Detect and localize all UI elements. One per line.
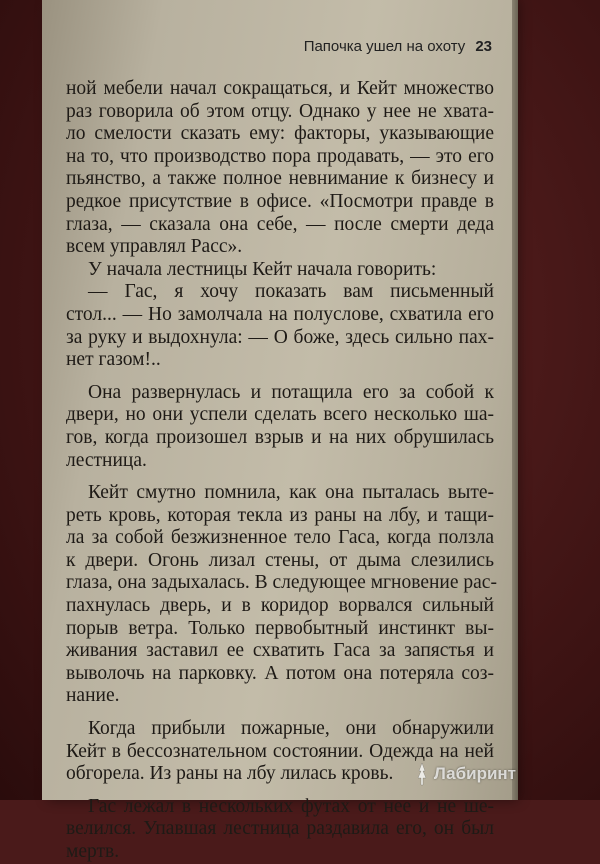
text-line: нет газом!..: [66, 349, 161, 371]
text-line: У начала лестницы Кейт начала говорить:: [88, 258, 437, 280]
paragraph-gap: [66, 786, 494, 796]
text-line: живания заставил ее схватить Гаса за запястья и: [66, 640, 494, 662]
text-line: ной мебели начал сокращаться, и Кейт множество: [66, 78, 494, 99]
labirint-logo-icon: [412, 762, 432, 786]
body-text: [66, 78, 497, 864]
text-line: глаза, она задыхалась. В следующее мгновение рас-: [66, 572, 497, 594]
text-line: пьянство, а также полное невнимание к бизнесу и: [66, 168, 494, 190]
paragraph-gap: [66, 372, 494, 382]
text-line: Кейт смутно помнила, как она пыталась выте-: [88, 482, 494, 504]
text-line: Когда прибыли пожарные, они обнаружили: [88, 718, 494, 740]
text-line: за руку и выдохнула: — О боже, здесь сильно пах-: [66, 326, 494, 348]
watermark-text: Лабиринт: [433, 764, 516, 783]
text-line: ла за собой безжизненное тело Гаса, когда ползла: [66, 527, 494, 549]
text-line: реть кровь, которая текла из раны на лбу, и тащи-: [66, 504, 494, 526]
running-head: [42, 38, 492, 55]
text-line: лестница.: [66, 449, 147, 471]
text-line: пахнулась дверь, и в коридор ворвался сильный: [66, 595, 494, 617]
text-line: Она развернулась и потащила его за собой к: [88, 381, 494, 403]
book-page: [42, 0, 512, 862]
text-line: нание.: [66, 685, 120, 707]
text-line: двери, но они успели сделать всего несколько ша-: [66, 404, 494, 426]
text-line: выволочь на парковку. А потом она потеряла соз-: [66, 662, 494, 684]
text-line: всем управлял Расс».: [66, 236, 243, 258]
text-line: — Гас, я хочу показать вам письменный: [88, 281, 494, 303]
text-line: к двери. Огонь лизал стены, от дыма слезились: [66, 549, 494, 571]
text-line: Гас лежал в нескольких футах от нее и не ше-: [88, 795, 494, 817]
text-line: велился. Упавшая лестница раздавила его, он был: [66, 818, 494, 840]
page-number: 23: [475, 38, 492, 55]
text-line: раз говорила об этом отцу. Однако у нее не хвата-: [66, 100, 494, 122]
text-line: ло смелости сказать ему: факторы, указывающие: [66, 123, 494, 145]
text-line: гов, когда произошел взрыв и на них обрушилась: [66, 426, 494, 448]
text-line: Кейт в бессознательном состоянии. Одежда на ней: [66, 740, 494, 762]
page-edge: [512, 0, 518, 800]
watermark: [412, 762, 516, 786]
text-line: порыв ветра. Только первобытный инстинкт вы-: [66, 617, 494, 639]
text-line: стол... — Но замолчала на полуслове, схватила его: [66, 303, 494, 325]
text-line: редкое присутствие в офисе. «Посмотри правде в: [66, 190, 494, 212]
text-line: обгорела. Из раны на лбу лилась кровь.: [66, 763, 394, 785]
text-line: мертв.: [66, 841, 120, 862]
paragraph-gap: [66, 708, 494, 718]
text-line: на то, что производство пора продавать, — это его: [66, 145, 494, 167]
text-line: глаза, — сказала она себе, — после смерти деда: [66, 213, 494, 235]
running-title: Папочка ушел на охоту: [303, 38, 466, 55]
paragraph-gap: [66, 472, 494, 482]
